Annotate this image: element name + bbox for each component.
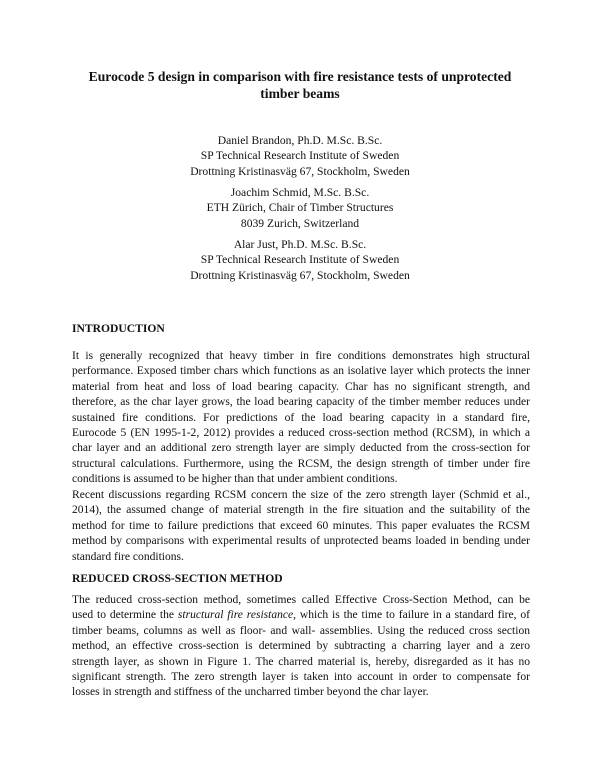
text-line: Recent discussions regarding RCSM concern the size of the zero strength layer (Schmid et al., xyxy=(72,489,530,501)
title-line: timber beams xyxy=(260,86,340,101)
intro-paragraph-1 xyxy=(72,349,530,488)
section-heading-reduced-cross-section-method: REDUCED CROSS-SECTION METHOD xyxy=(72,572,283,585)
text-line: sustained fire conditions. For predictions of the load bearing capacity in a standard fire, xyxy=(72,411,530,424)
text-line: losses in strength and stiffness of the uncharred timber beyond the char layer. xyxy=(72,686,429,699)
author-address: 8039 Zurich, Switzerland xyxy=(240,216,360,230)
section-heading-introduction: INTRODUCTION xyxy=(72,322,165,335)
author-block xyxy=(70,133,530,179)
text-line: Eurocode 5 (EN 1995-1-2, 2012) provides a reduced cross-section method (RCSM), in which a xyxy=(72,426,530,439)
text-line: strength layer, as shown in Figure 1. The charred material is, hereby, disregarded as it has no xyxy=(72,655,530,668)
text-line: structural calculations. Furthermore, using the RCSM, the design strength of timber under fire xyxy=(72,457,530,470)
text-line: therefore, as the char layer grows, the load bearing capacity of the timber member reduces under xyxy=(72,396,530,409)
text-run: used to determine the xyxy=(72,609,178,622)
author-block xyxy=(70,237,530,283)
author-block xyxy=(70,185,530,231)
text-line: 2014), the assumed change of material strength in the fire situation and the suitability of the xyxy=(72,504,530,517)
text-line: method for time to failure predictions that exceed 60 minutes. This paper evaluates the RCSM xyxy=(72,519,530,532)
text-run: , which is the time to failure in a standard fire, of xyxy=(293,609,530,622)
text-line: significant strength. The zero strength layer is taken into account in order to compensate for xyxy=(72,670,530,683)
text-line xyxy=(72,608,530,623)
emphasized-term: structural fire resistance xyxy=(177,609,294,622)
author-affiliation: SP Technical Research Institute of Sweden xyxy=(200,253,400,267)
author-affiliation: ETH Zürich, Chair of Timber Structures xyxy=(206,201,394,215)
paper-title xyxy=(70,68,530,102)
text-line: timber beams, columns as well as floor- and wall- assemblies. Using the reduced cross section xyxy=(72,624,530,637)
text-line: material from heat and loss of load bearing capacity. Char has no significant strength, and xyxy=(72,380,530,393)
intro-paragraph-2 xyxy=(72,488,530,565)
rcsm-paragraph-1 xyxy=(72,593,530,701)
text-line: conditions is assumed to be higher than that under ambient conditions. xyxy=(72,473,398,486)
author-name: Alar Just, Ph.D. M.Sc. B.Sc. xyxy=(233,238,367,251)
text-line: performance. Exposed timber chars which functions as an isolative layer which protects the inner xyxy=(72,365,530,378)
author-name: Daniel Brandon, Ph.D. M.Sc. B.Sc. xyxy=(217,134,383,147)
author-name: Joachim Schmid, M.Sc. B.Sc. xyxy=(230,186,370,199)
title-line: Eurocode 5 design in comparison with fire resistance tests of unprotected xyxy=(88,69,512,84)
author-address: Drottning Kristinasväg 67, Stockholm, Sweden xyxy=(190,164,410,178)
text-line: method by comparisons with experimental results of unprotected beams loaded in bending under xyxy=(72,535,530,548)
author-affiliation: SP Technical Research Institute of Sweden xyxy=(200,149,400,163)
text-line: The reduced cross-section method, sometimes called Effective Cross-Section Method, can be xyxy=(72,594,530,606)
text-line: char layer and an additional zero strength layer are simply deducted from the cross-section for xyxy=(72,442,530,455)
text-line: standard fire conditions. xyxy=(72,550,184,563)
author-address: Drottning Kristinasväg 67, Stockholm, Sweden xyxy=(190,268,410,282)
text-line: It is generally recognized that heavy timber in fire conditions demonstrates high structural xyxy=(72,350,530,362)
text-line: method, an effective cross-section is determined by subtracting a charring layer and a zero xyxy=(72,640,530,653)
